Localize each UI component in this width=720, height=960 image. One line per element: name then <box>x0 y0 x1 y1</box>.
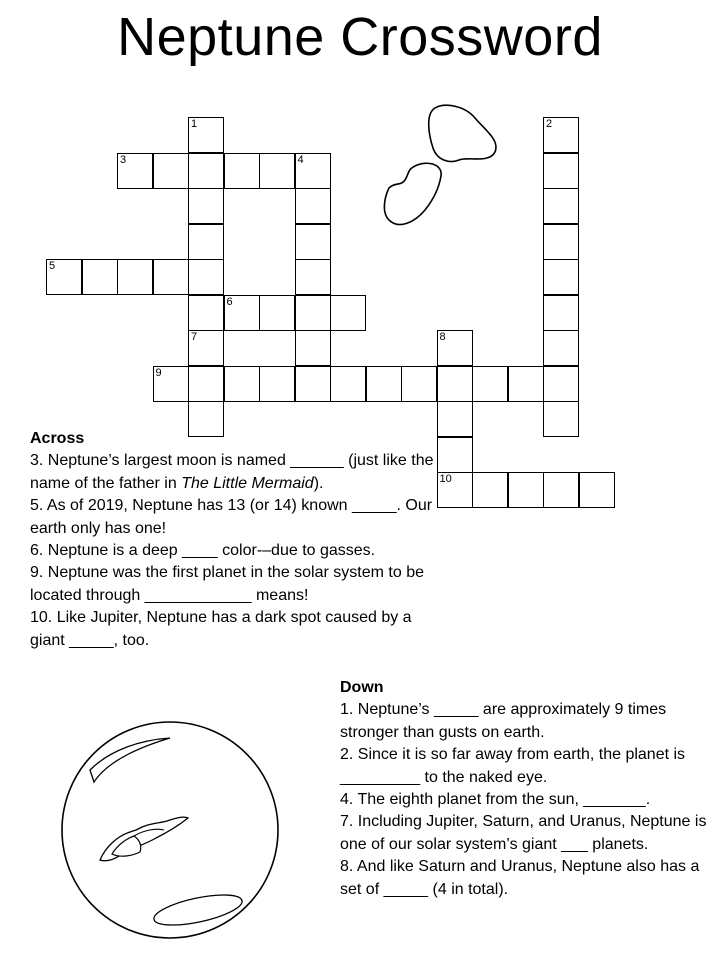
grid-cell[interactable] <box>188 188 224 224</box>
grid-cell[interactable] <box>224 295 260 331</box>
clue-number: 9 <box>155 366 162 379</box>
clue-number: 3 <box>120 153 127 166</box>
grid-cell[interactable] <box>117 153 153 189</box>
down-clue-1: 1. Neptune’s _____ are approximately 9 times stronger than gusts on earth. <box>340 701 667 741</box>
grid-cell[interactable] <box>295 330 331 366</box>
grid-cell[interactable] <box>295 295 331 331</box>
grid-cell[interactable] <box>472 472 508 508</box>
clue-number: 1 <box>191 118 198 130</box>
grid-cell[interactable] <box>153 259 189 295</box>
asteroid-icon <box>375 100 505 235</box>
down-heading: Down <box>340 679 384 696</box>
grid-cell[interactable] <box>188 117 224 153</box>
grid-cell[interactable] <box>295 188 331 224</box>
grid-cell[interactable] <box>188 295 224 331</box>
grid-cell[interactable] <box>543 259 579 295</box>
grid-cell[interactable] <box>224 366 260 402</box>
across-clue-3: 3. Neptune’s largest moon is named ______ (just like the name of the father in The Little Mermaid). <box>30 452 434 492</box>
grid-cell[interactable] <box>295 224 331 260</box>
down-clue-4: 4. The eighth planet from the sun, _______. <box>340 791 651 809</box>
neptune-planet-icon <box>60 720 280 945</box>
grid-cell[interactable] <box>153 366 189 402</box>
grid-cell[interactable] <box>330 366 366 402</box>
grid-cell[interactable] <box>401 366 437 402</box>
grid-cell[interactable] <box>437 472 473 508</box>
across-clue-5: 5. As of 2019, Neptune has 13 (or 14) known _____. Our earth only has one! <box>30 497 433 537</box>
across-clue-9: 9. Neptune was the first planet in the solar system to be located through ____________ means! <box>30 564 424 604</box>
grid-cell[interactable] <box>153 153 189 189</box>
clue-number: 7 <box>191 331 198 343</box>
grid-cell[interactable] <box>330 295 366 331</box>
clue-number: 5 <box>49 260 56 272</box>
grid-cell[interactable] <box>224 153 260 189</box>
grid-cell[interactable] <box>188 366 224 402</box>
clue-number: 8 <box>439 331 446 343</box>
grid-cell[interactable] <box>188 224 224 260</box>
grid-cell[interactable] <box>543 472 579 508</box>
grid-cell[interactable] <box>295 259 331 295</box>
grid-cell[interactable] <box>543 366 579 402</box>
grid-cell[interactable] <box>188 153 224 189</box>
grid-cell[interactable] <box>543 117 579 153</box>
page-title: Neptune Crossword <box>117 7 603 67</box>
clue-number: 2 <box>546 118 553 130</box>
grid-cell[interactable] <box>543 188 579 224</box>
grid-cell[interactable] <box>543 330 579 366</box>
down-clue-8: 8. And like Saturn and Uranus, Neptune also has a set of _____ (4 in total). <box>340 858 700 898</box>
grid-cell[interactable] <box>543 401 579 437</box>
grid-cell[interactable] <box>82 259 118 295</box>
grid-cell[interactable] <box>437 401 473 437</box>
clue-number: 4 <box>297 153 304 166</box>
grid-cell[interactable] <box>437 437 473 473</box>
grid-cell[interactable] <box>366 366 402 402</box>
grid-cell[interactable] <box>259 366 295 402</box>
grid-cell[interactable] <box>543 295 579 331</box>
down-clue-2: 2. Since it is so far away from earth, the planet is _________ to the naked eye. <box>340 746 686 786</box>
grid-cell[interactable] <box>188 259 224 295</box>
grid-cell[interactable] <box>437 366 473 402</box>
grid-cell[interactable] <box>437 330 473 366</box>
grid-cell[interactable] <box>295 366 331 402</box>
across-heading: Across <box>30 430 85 447</box>
clue-number: 6 <box>226 295 233 308</box>
grid-cell[interactable] <box>259 153 295 189</box>
grid-cell[interactable] <box>259 295 295 331</box>
grid-cell[interactable] <box>117 259 153 295</box>
clue-number: 10 <box>439 473 452 485</box>
grid-cell[interactable] <box>543 224 579 260</box>
grid-cell[interactable] <box>508 366 544 402</box>
down-clues <box>340 677 710 901</box>
grid-cell[interactable] <box>472 366 508 402</box>
grid-cell[interactable] <box>46 259 82 295</box>
grid-cell[interactable] <box>508 472 544 508</box>
across-clue-6: 6. Neptune is a deep ____ color-–due to gasses. <box>30 542 376 560</box>
across-clue-10: 10. Like Jupiter, Neptune has a dark spot caused by a giant _____, too. <box>30 609 412 649</box>
grid-cell[interactable] <box>188 330 224 366</box>
across-clues <box>30 428 440 652</box>
grid-cell[interactable] <box>579 472 615 508</box>
grid-cell[interactable] <box>543 153 579 189</box>
grid-cell[interactable] <box>295 153 331 189</box>
down-clue-7: 7. Including Jupiter, Saturn, and Uranus, Neptune is one of our solar system’s giant ___ planets. <box>340 813 707 853</box>
